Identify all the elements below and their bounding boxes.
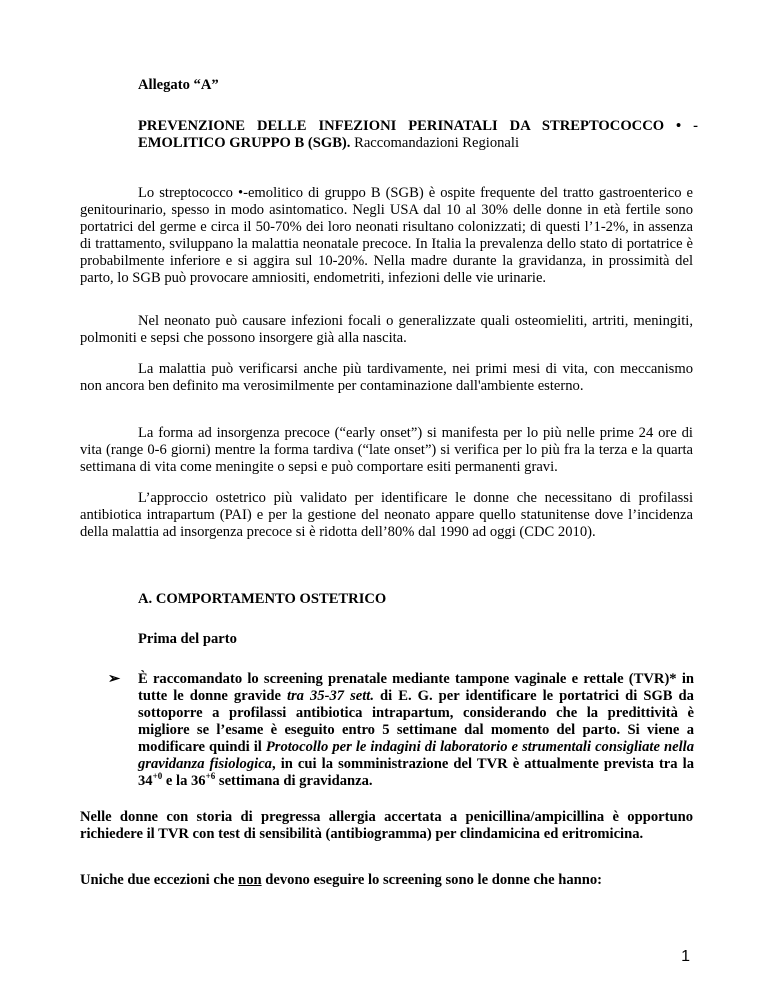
paragraph-neonate: Nel neonato può causare infezioni focali o generalizzate quali osteomieliti, artriti, meningiti, polmoniti e sepsi che possono insorgere già alla nascita. (80, 313, 693, 346)
paragraph-obstetric-approach: L’approccio ostetrico più validato per identificare le donne che necessitano di profilassi antibiotica intrapartum (PAI) e per la gestione del neonato appare quello statunitense dove l’incidenza della malattia ad insorgenza precoce si è ridotta dell’80% dal 1990 ad oggi (CDC 2010). (80, 490, 693, 540)
arrow-bullet-icon: ➢ (108, 671, 121, 687)
paragraph-late-disease: La malattia può verificarsi anche più tardivamente, nei primi mesi di vita, con meccanismo non ancora ben definito ma verosimilmente per contaminazione dall'ambiente esterno. (80, 361, 693, 394)
title-main: PREVENZIONE DELLE INFEZIONI PERINATALI DA STREPTOCOCCO • - EMOLITICO GRUPPO B (SGB). (138, 118, 698, 151)
protocol-title: Protocollo per le indagini di laboratorio e strumentali consigliate nella gravidanza fisiologica (138, 739, 694, 772)
bullet-text-part: È raccomandato lo screening prenatale mediante tampone vaginale e rettale (TVR)* in tutte le donne gravide (138, 671, 694, 704)
bullet-screening-text (138, 671, 694, 790)
document-title (138, 118, 698, 152)
bullet-text-part: settimana di gravidanza. (215, 773, 373, 789)
exceptions-text: devono eseguire lo screening sono le donne che hanno: (261, 872, 603, 888)
superscript: +6 (205, 771, 216, 781)
attachment-label: Allegato “A” (138, 77, 219, 93)
page-number: 1 (681, 948, 690, 965)
title-suffix: Raccomandazioni Regionali (350, 135, 520, 151)
paragraph-exceptions (80, 872, 693, 889)
paragraph-intro: Lo streptococco •-emolitico di gruppo B (SGB) è ospite frequente del tratto gastroenterico e genitourinario, spesso in modo asintomatico. Negli USA dal 10 al 30% delle donne in età fertile sono portatrici del germe e circa il 50-70% dei loro neonati risultano colonizzati; di questi l’1-2%, in assenza di trattamento, sviluppano la malattia neonatale precoce. In Italia la prevalenza dello stato di portatrice è probabilmente inferiore e si aggira sul 10-20%. Nella madre durante la gravidanza, in prossimità del parto, lo SGB può provocare amniositi, endometriti, infezioni delle vie urinarie. (80, 185, 693, 286)
exceptions-underlined: non (238, 872, 262, 888)
subheading-before-birth: Prima del parto (138, 631, 237, 647)
paragraph-onset-forms: La forma ad insorgenza precoce (“early onset”) si manifesta per lo più nelle prime 24 ore di vita (range 0-6 giorni) mentre la forma tardiva (“late onset”) si verifica per lo più fra la terza e la quarta settimana di vita come meningite o sepsi e può comportare esiti permanenti gravi. (80, 425, 693, 475)
bullet-screening (108, 671, 694, 790)
exceptions-text: Uniche due eccezioni che (80, 872, 239, 888)
bullet-text-italic: tra 35-37 sett. (286, 688, 374, 704)
bullet-text-part: e la 36 (162, 773, 206, 789)
superscript: +0 (152, 771, 163, 781)
bullet-text-part: , in cui la somministrazione del TVR è attualmente prevista tra la 34 (138, 756, 694, 789)
section-heading: A. COMPORTAMENTO OSTETRICO (138, 591, 387, 607)
paragraph-allergy: Nelle donne con storia di pregressa allergia accertata a penicillina/ampicillina è opportuno richiedere il TVR con test di sensibilità (antibiogramma) per clindamicina ed eritromicina. (80, 809, 693, 842)
bullet-text-part: di E. G. per identificare le portatrici di SGB da sottoporre a profilassi antibiotica intrapartum, considerando che la predittività è migliore se l’esame è eseguito entro 5 settimane dal momento del parto. Si viene a modificare quindi il (138, 688, 694, 755)
